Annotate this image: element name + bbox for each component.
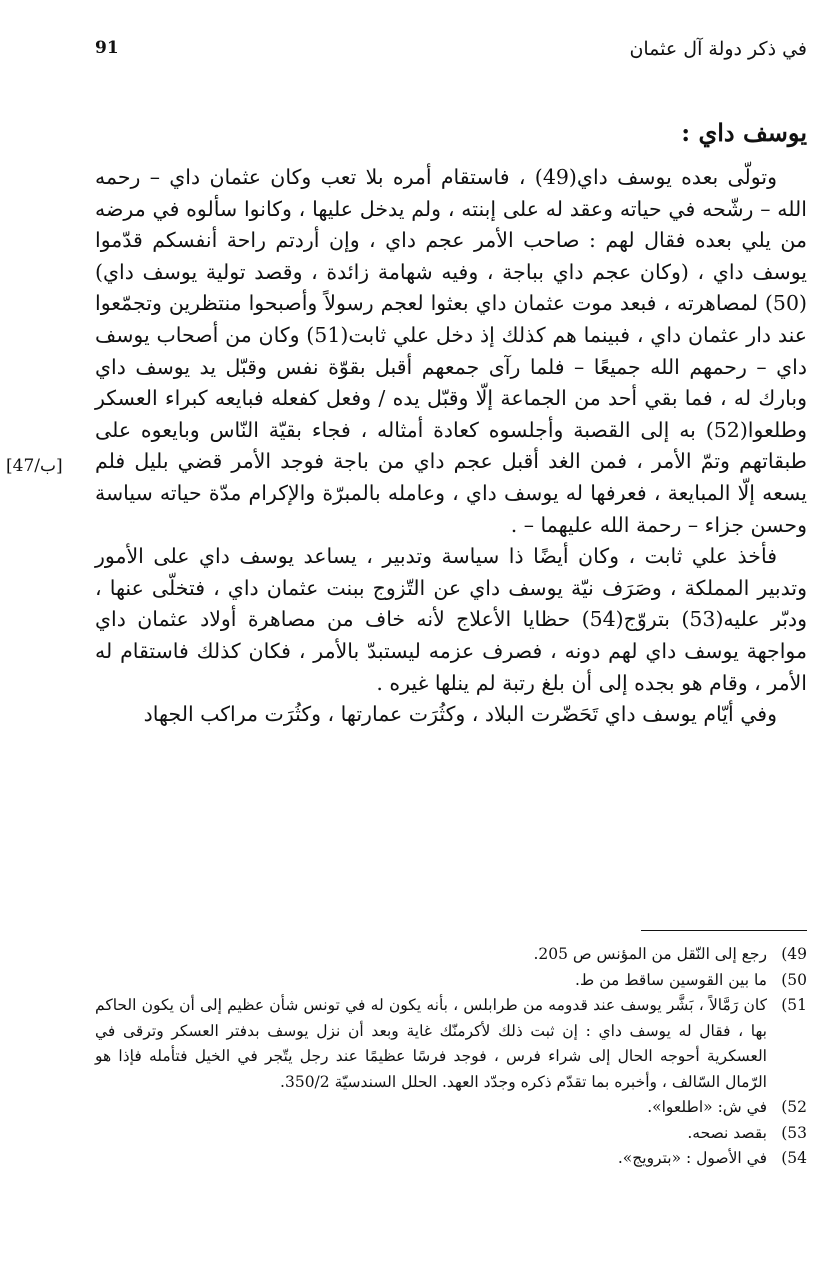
- footnote-item: [95, 1121, 807, 1147]
- footnote-number: 54): [781, 1149, 807, 1167]
- footnote-number: 49): [781, 945, 807, 963]
- footnote-number: 53): [781, 1123, 807, 1142]
- section-title: يوسف داي :: [681, 118, 807, 147]
- footnote-number: 51): [781, 996, 807, 1014]
- footnote-number: 50): [781, 970, 807, 989]
- paragraph-1: وتولّى بعده يوسف داي(49) ، فاستقام أمره بلا تعب وكان عثمان داي – رحمه الله – رشّحه في حياته وعقد له على إبنته ، ولم يدخل عليها ، وكانوا سألوه في مرضه من يلي بعده فقال لهم : صاحب الأمر عجم داي ، وإن أردتم راحة أنفسكم قدّموا يوسف داي ، (وكان عجم داي بباجة ، وفيه شهامة زائدة ، وقصد تولية يوسف داي)(50) لمصاهرته ، فبعد موت عثمان داي بعثوا لعجم رسولاً وأصبحوا منتظرين وتجمّعوا عند دار عثمان داي ، فبينما هم كذلك إذ دخل علي ثابت(51) وكان من أصحاب يوسف داي – رحمهم الله جميعًا – فلما رآى جمعهم أقبل بقوّة نفس وقبّل يد يوسف داي وبارك له ، فما بقي أحد من الجماعة إلّا وقبّل يده / وفعل كفعله فبايعه كبراء العسكر وطلعوا(52) به إلى القصبة وأجلسوه كعادة أمثاله ، فجاء بقيّة النّاس وبايعوه على طبقاتهم وتمّ الأمر ، فمن الغد أقبل عجم داي من باجة فوجد الأمر قضي بليل فلم يسعه إلّا المبايعة ، فعرفها له يوسف داي ، وعامله بالمبرّة والإكرام مدّة حياته سياسة وحسن جزاء – رحمة الله عليهما – .: [95, 165, 807, 537]
- paragraph-3: وفي أيّام يوسف داي تَحَضّرت البلاد ، وكثُرَت عمارتها ، وكثُرَت مراكب الجهاد: [143, 702, 777, 727]
- running-title: في ذكر دولة آل عثمان: [629, 38, 807, 60]
- footnote-text: ما بين القوسين ساقط من ط.: [575, 970, 767, 989]
- footnote-text: رجع إلى النّقل من المؤنس ص 205.: [533, 945, 767, 963]
- footnote-number: 52): [781, 1098, 807, 1116]
- main-text: [95, 162, 807, 731]
- footnote-item: [95, 1095, 807, 1121]
- footnotes: [95, 942, 807, 1172]
- folio-marginal-note: [47/ب]: [6, 456, 63, 476]
- footnote-text: في الأصول : «بترويج».: [617, 1149, 767, 1167]
- page-number: 91: [95, 38, 119, 58]
- footnote-divider: [641, 930, 807, 931]
- footnote-item: [95, 942, 807, 968]
- footnote-item: [95, 1146, 807, 1172]
- footnote-item: [95, 968, 807, 994]
- footnote-item: [95, 993, 807, 1095]
- page-header: [95, 38, 807, 68]
- paragraph-2: فأخذ علي ثابت ، وكان أيضًا ذا سياسة وتدبير ، يساعد يوسف داي على الأمور وتدبير المملكة ، وصَرَف نيّة يوسف داي عن التّزوج ببنت عثمان داي ، فتخلّى عنها ، ودبّر عليه(53) بتروّج(54) حظايا الأعلاج لأنه خاف من مصاهرة أولاد عثمان داي مواجهة يوسف داي لهم دونه ، فصرف عزمه ليستبدّ بالأمر ، فكان كذلك فاستقام له الأمر ، وقام هو بجده إلى أن بلغ رتبة لم ينلها غيره .: [95, 544, 808, 695]
- footnote-text: كان رَمَّالاً ، بَشَّر يوسف عند قدومه من طرابلس ، بأنه يكون له في تونس شأن عظيم إلى أن يكون الحاكم بها ، فقال له يوسف داي : إن ثبت ذلك لأكرمنّك غاية وبعد أن نزل يوسف بدفتر العسكر وترقى في العسكرية أحوجه الحال إلى شراء فرس ، فوجد فرسًا عظيمًا عند رجل يتّجر في الخيل فتأمله فإذا هو الرّمال السّالف ، وأخبره بما تقدّم ذكره وجدّد العهد. الحلل السندسيّة 350/2.: [95, 996, 767, 1091]
- footnote-text: بقصد نصحه.: [687, 1123, 767, 1142]
- footnote-text: في ش: «اطلعوا».: [647, 1098, 767, 1116]
